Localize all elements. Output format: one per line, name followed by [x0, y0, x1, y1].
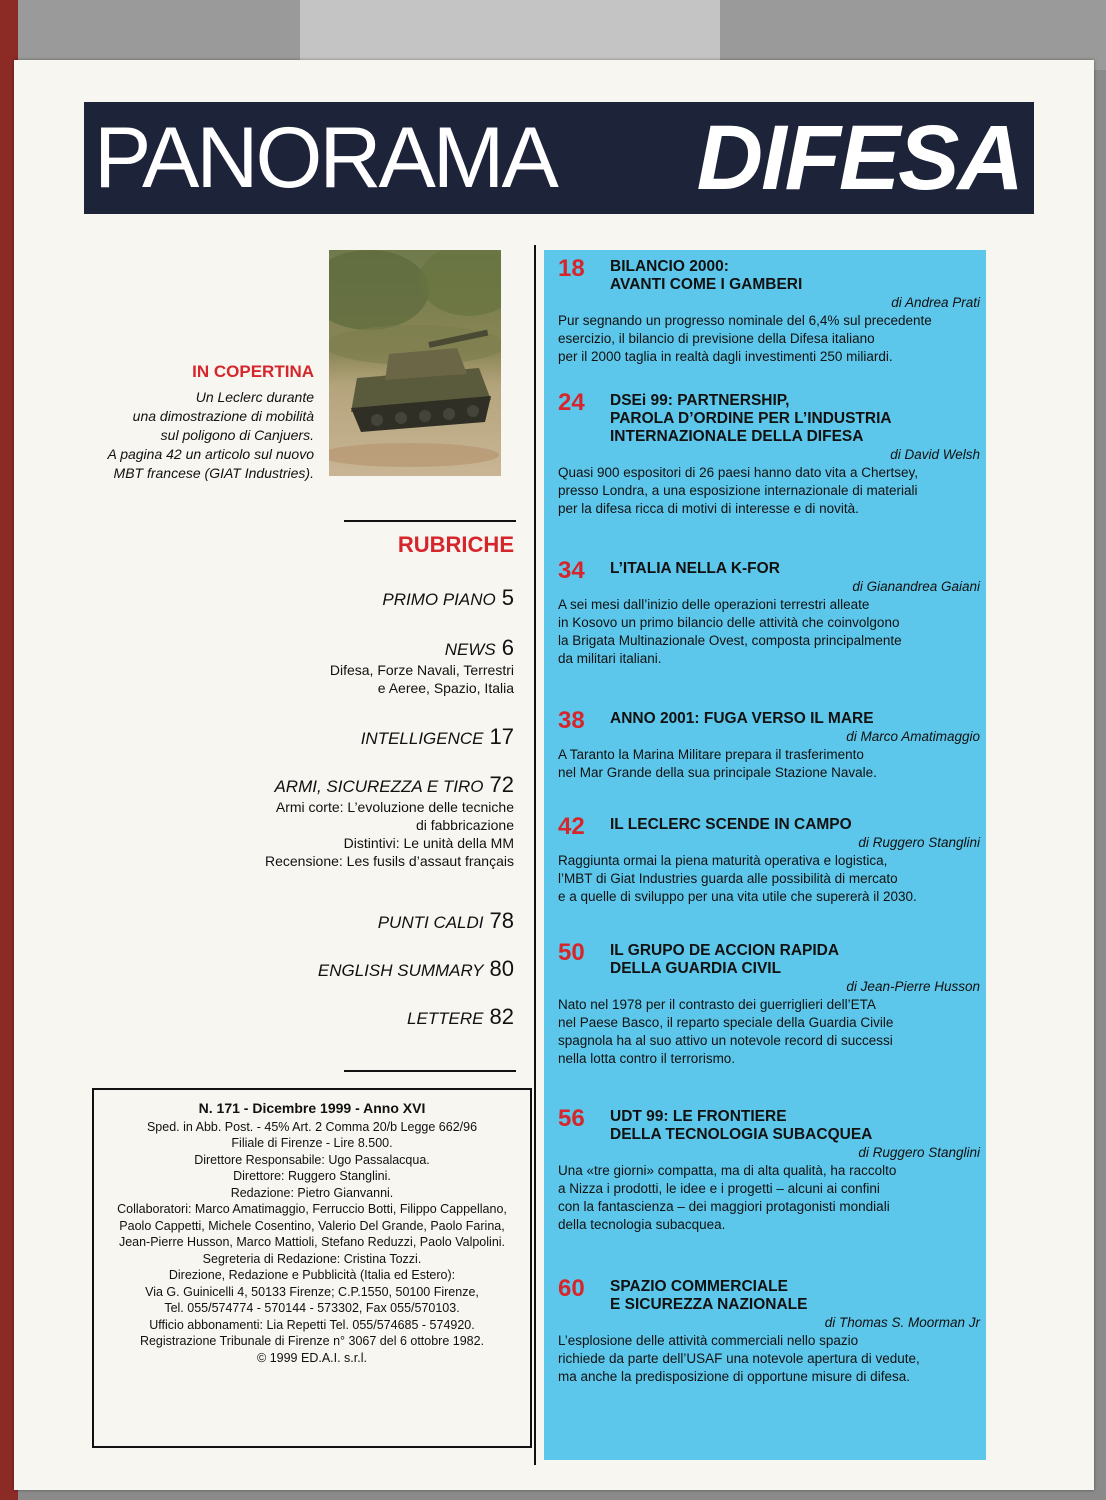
toc-page-number: 60 — [558, 1275, 585, 1302]
masthead-difesa: DIFESA — [696, 107, 1022, 209]
toc-item — [558, 813, 980, 906]
toc-page-number: 56 — [558, 1105, 585, 1132]
column-divider — [534, 245, 536, 1465]
rubriche-title: RUBRICHE — [397, 532, 514, 557]
divider-rubriche — [344, 520, 516, 522]
toc-item — [558, 255, 980, 366]
toc-description: A Taranto la Marina Militare prepara il trasferimento nel Mar Grande della sua principale Stazione Navale. — [558, 747, 877, 780]
toc-title: DSEi 99: PARTNERSHIP, PAROLA D’ORDINE PER L’INDUSTRIA INTERNAZIONALE DELLA DIFESA — [610, 392, 892, 445]
toc-title: BILANCIO 2000: AVANTI COME I GAMBERI — [610, 258, 803, 293]
rubrica-intelligence: INTELLIGENCE 17 — [360, 724, 514, 749]
divider-imprint — [344, 1070, 516, 1072]
toc-page-number: 34 — [558, 557, 585, 584]
toc-title: IL LECLERC SCENDE IN CAMPO — [610, 816, 852, 833]
toc-page-number: 42 — [558, 813, 585, 840]
toc-title: SPAZIO COMMERCIALE E SICUREZZA NAZIONALE — [610, 1278, 808, 1313]
toc-page-number: 50 — [558, 939, 585, 966]
toc-title: L’ITALIA NELLA K-FOR — [610, 560, 780, 577]
toc-author: di Ruggero Stanglini — [858, 1145, 980, 1160]
toc-page-number: 24 — [558, 389, 585, 416]
toc-description: Nato nel 1978 per il contrasto dei guerriglieri dell’ETA nel Paese Basco, il reparto speciale della Guardia Civile spagnola ha al suo attivo un notevole record di successi nella lotta contro il terrorismo. — [558, 997, 894, 1066]
cover-tank-photo — [329, 250, 501, 476]
toc-description: Quasi 900 espositori di 26 paesi hanno dato vita a Chertsey, presso Londra, a una esposizione internazionale di materiali per la difesa ricca di motivi di interesse e di novità. — [558, 465, 918, 516]
toc-title: ANNO 2001: FUGA VERSO IL MARE — [610, 710, 874, 727]
toc-title: UDT 99: LE FRONTIERE DELLA TECNOLOGIA SUBACQUEA — [610, 1108, 873, 1143]
toc-item — [558, 1275, 980, 1386]
toc-description: L’esplosione delle attività commerciali nello spazio richiede da parte dell’USAF una notevole apertura di vedute, ma anche la predisposizione di opportune misure di difesa. — [558, 1333, 920, 1384]
toc-author: di Jean-Pierre Husson — [846, 979, 980, 994]
rubrica-lettere: LETTERE 82 — [406, 1004, 514, 1029]
imprint-box: N. 171 - Dicembre 1999 - Anno XVI Sped. in Abb. Post. - 45% Art. 2 Comma 20/b Legge 662/96 Filiale di Firenze - Lire 8.500. Direttore Responsabile: Ugo Passalacqua. Direttore: Ruggero Stanglini. Redazione: Pietro Gianvanni. Collaboratori: Marco Amatimaggio, Ferruccio Botti, Filippo Cappellano, Paolo Cappetti, Michele Cosentino, Valerio Del Grande, Paolo Farina, Jean-Pierre Husson, Marco Mattioli, Stefano Reduzzi, Paolo Valpolini. Segreteria di Redazione: Cristina Tozzi. Direzione, Redazione e Pubblicità (Italia ed Estero): Via G. Guinicelli 4, 50133 Firenze; C.P.1550, 50100 Firenze, Tel. 055/574774 - 570144 - 573302, Fax 055/570103. Ufficio abbonamenti: Lia Repetti Tel. 055/574685 - 574920. Registrazione Tribunale di Firenze n° 3067 del 6 ottobre 1982. © 1999 ED.A.I. s.r.l. — [92, 1088, 532, 1448]
toc-page-number: 38 — [558, 707, 585, 734]
cover-description: Un Leclerc durante una dimostrazione di mobilità sul poligono di Canjuers. A pagina 42 un articolo sul nuovo MBT francese (GIAT Industries). — [107, 389, 314, 481]
cover-label: IN COPERTINA — [192, 362, 314, 381]
rubrica-armi: ARMI, SICUREZZA E TIRO 72 Armi corte: L’evoluzione delle tecniche di fabbricazione Distintivi: Le unità della MM Recensione: Les fusils d’assaut français — [264, 772, 514, 869]
masthead-panorama: PANORAMA — [94, 110, 556, 206]
toc-item — [558, 939, 980, 1068]
magazine-page — [14, 60, 1094, 1490]
toc-item — [558, 707, 980, 782]
toc-author: di Ruggero Stanglini — [858, 835, 980, 850]
masthead — [84, 102, 1034, 214]
rubrica-punti-caldi: PUNTI CALDI 78 — [377, 908, 514, 933]
toc-author: di Andrea Prati — [891, 295, 980, 310]
toc-author: di Marco Amatimaggio — [846, 729, 980, 744]
toc-item — [558, 557, 980, 668]
toc-description: Pur segnando un progresso nominale del 6,4% sul precedente esercizio, il bilancio di previsione della Difesa italiano per il 2000 taglia in realtà dagli investimenti 250 miliardi. — [558, 313, 932, 364]
toc-author: di Thomas S. Moorman Jr — [824, 1315, 980, 1330]
rubrica-primo-piano: PRIMO PIANO 5 — [382, 585, 514, 610]
rubrica-english-summary: ENGLISH SUMMARY 80 — [317, 956, 514, 981]
rubrica-news: NEWS 6 Difesa, Forze Navali, Terrestri e Aeree, Spazio, Italia — [329, 635, 514, 696]
toc-page-number: 18 — [558, 255, 585, 282]
toc-author: di Gianandrea Gaiani — [852, 579, 980, 594]
toc-title: IL GRUPO DE ACCION RAPIDA DELLA GUARDIA CIVIL — [610, 942, 840, 977]
contents-column — [544, 250, 986, 1460]
toc-item — [558, 389, 980, 518]
toc-author: di David Welsh — [890, 447, 980, 462]
toc-description: A sei mesi dall’inizio delle operazioni terrestri alleate in Kosovo un primo bilancio delle attività che coinvolgono la Brigata Multinazionale Ovest, composta principalmente da militari italiani. — [558, 597, 902, 666]
toc-item — [558, 1105, 980, 1234]
toc-description: Raggiunta ormai la piena maturità operativa e logistica, l’MBT di Giat Industries guarda alle possibilità di mercato e a quelle di sviluppo per una vita utile che supererà il 2030. — [558, 853, 917, 904]
toc-description: Una «tre giorni» compatta, ma di alta qualità, ha raccolto a Nizza i prodotti, le idee e i progetti – alcuni ai confini con la fantascienza – dei maggiori protagonisti mondiali della tecnologia subacquea. — [558, 1163, 897, 1232]
